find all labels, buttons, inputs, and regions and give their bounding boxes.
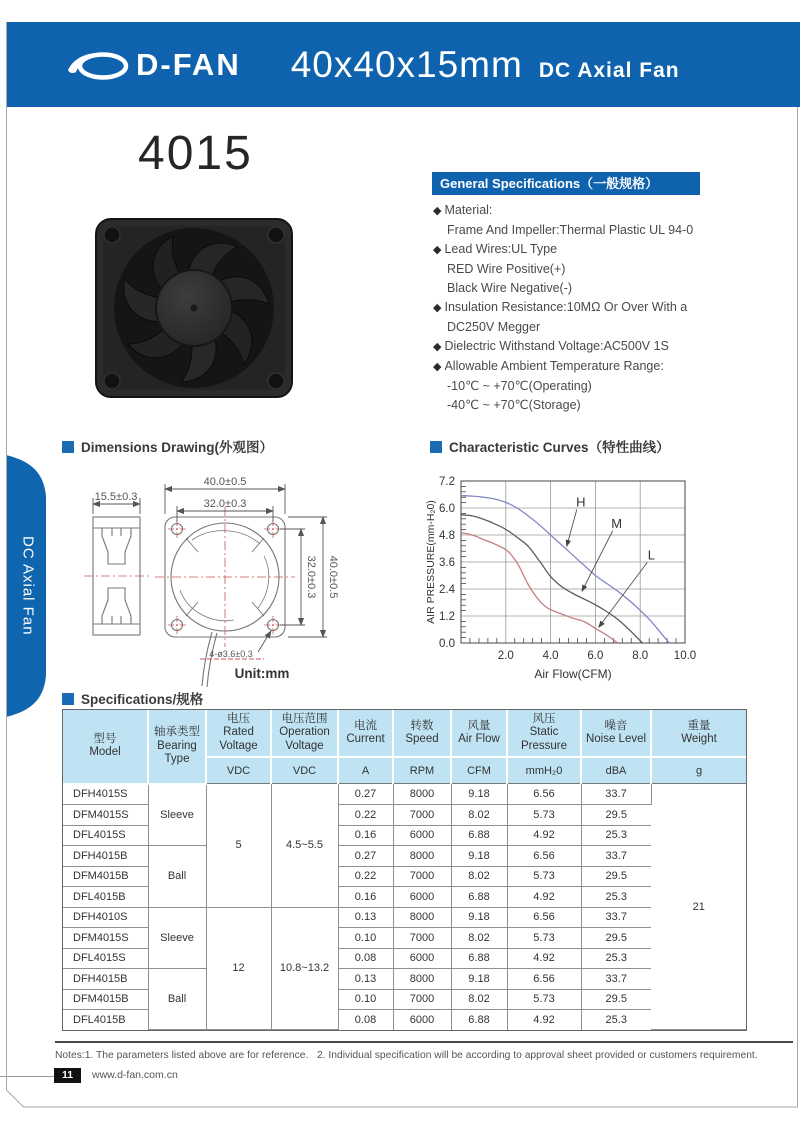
- dim-width-inner: 32.0±0.3: [203, 498, 247, 510]
- unit-header: A: [338, 757, 393, 784]
- svg-text:3.6: 3.6: [439, 557, 455, 569]
- table-cell: 25.3: [605, 1013, 627, 1026]
- table-cell: 8000: [393, 846, 451, 867]
- curve-label-L: L: [647, 547, 656, 563]
- table-cell: Sleeve: [148, 784, 206, 846]
- column-header: 电流 Current: [338, 710, 393, 757]
- unit-header: VDC: [271, 757, 338, 784]
- characteristic-curves-chart: [424, 458, 796, 696]
- section-title: Dimensions Drawing(外观图）: [81, 440, 274, 455]
- svg-text:1.2: 1.2: [439, 611, 455, 623]
- spec-line: Frame And Impeller:Thermal Plastic UL 94-0: [447, 223, 694, 237]
- spec-line: ◆ Material:: [433, 203, 493, 217]
- dfan-logo-icon: [66, 47, 130, 83]
- table-cell: 21: [651, 784, 746, 1030]
- spec-line: ◆ Insulation Resistance:10MΩ Or Over With a: [433, 300, 688, 314]
- unit-header: RPM: [393, 757, 451, 784]
- svg-text:6.0: 6.0: [439, 503, 455, 515]
- section-header-dimensions: [62, 436, 273, 456]
- dimension-labels: [95, 476, 339, 681]
- table-cell: 10.8~13.2: [271, 907, 338, 1030]
- footer-rule: [55, 1041, 793, 1043]
- table-cell: DFM4015B: [63, 866, 148, 887]
- table-cell: 0.27: [338, 846, 393, 867]
- svg-text:10.0: 10.0: [673, 650, 697, 662]
- spec-line: ◆ Lead Wires:UL Type: [433, 242, 558, 256]
- svg-text:8.0: 8.0: [632, 650, 649, 662]
- product-type-label: DC Axial Fan: [538, 58, 680, 82]
- model-number-title: 4015: [138, 127, 253, 180]
- svg-text:4.8: 4.8: [439, 530, 455, 542]
- table-cell: Sleeve: [148, 907, 206, 969]
- column-header: 转数 Speed: [393, 710, 451, 757]
- diamond-bullet-icon: ◆: [433, 341, 442, 353]
- page-title: 40x40x15mm: [290, 43, 523, 85]
- section-bullet-icon: [62, 441, 74, 453]
- table-cell: 25.3: [581, 887, 651, 908]
- table-row: [63, 784, 746, 805]
- svg-text:Air Flow(CFM): Air Flow(CFM): [534, 667, 612, 681]
- spec-line: -10℃ ~ +70℃(Operating): [447, 379, 592, 393]
- table-cell: 6000: [393, 1010, 451, 1030]
- footer-notes: Notes:1. The parameters listed above are for reference. 2. Individual specification will be according to approval sheet provided or customers requirement.: [55, 1050, 758, 1061]
- table-row: [63, 846, 746, 867]
- table-cell: 0.08: [338, 948, 393, 969]
- table-cell: 8000: [393, 907, 451, 928]
- column-header: 轴承类型 Bearing Type: [148, 710, 206, 784]
- table-cell: 25.3: [581, 948, 651, 969]
- table-cell: 8.02: [451, 805, 507, 826]
- table-cell: 5.73: [507, 989, 581, 1010]
- dim-depth: 15.5±0.3: [94, 491, 138, 503]
- unit-header: g: [651, 757, 746, 784]
- table-cell: 6000: [393, 948, 451, 969]
- unit-header: CFM: [451, 757, 507, 784]
- fan-product-photo: [93, 210, 309, 406]
- table-cell: 5.73: [507, 866, 581, 887]
- table-cell: 0.22: [338, 805, 393, 826]
- diamond-bullet-icon: ◆: [433, 244, 442, 256]
- spec-line: RED Wire Positive(+): [447, 262, 566, 276]
- table-cell: DFH4015S: [63, 784, 148, 805]
- table-cell: 12: [206, 907, 271, 1030]
- table-cell: 29.5: [581, 928, 651, 949]
- table-cell: 7000: [393, 989, 451, 1010]
- column-header: 重量 Weight: [651, 710, 746, 757]
- table-cell: 5: [206, 784, 271, 908]
- svg-text:6.0: 6.0: [587, 650, 604, 662]
- section-bullet-icon: [62, 693, 74, 705]
- table-cell: 6.56: [507, 846, 581, 867]
- curve-label-M: M: [611, 515, 623, 531]
- table-cell: 7000: [393, 866, 451, 887]
- svg-text:2.4: 2.4: [439, 584, 455, 596]
- page-number-line: [0, 1076, 54, 1077]
- table-cell: 8.02: [451, 989, 507, 1010]
- table-cell: 0.16: [338, 887, 393, 908]
- table-cell: 9.18: [451, 846, 507, 867]
- table-cell: DFH4015B: [63, 969, 148, 990]
- diamond-bullet-icon: ◆: [433, 302, 442, 314]
- table-cell: 33.7: [581, 907, 651, 928]
- column-header: 噪音 Noise Level: [581, 710, 651, 757]
- table-cell: 5.73: [507, 928, 581, 949]
- table-cell: DFM4015B: [63, 989, 148, 1010]
- table-cell: 9.18: [451, 784, 507, 805]
- spec-line: -40℃ ~ +70℃(Storage): [447, 398, 581, 412]
- table-cell: 29.5: [581, 866, 651, 887]
- curve-L: [461, 533, 618, 643]
- table-cell: 8.02: [451, 866, 507, 887]
- column-header: 风量 Air Flow: [451, 710, 507, 757]
- specifications-table-wrap: [62, 709, 747, 1031]
- table-cell: 6.56: [507, 969, 581, 990]
- table-cell: 6.88: [451, 825, 507, 846]
- table-cell: DFL4015S: [63, 825, 148, 846]
- spec-line: DC250V Megger: [447, 320, 541, 334]
- dim-width-outer: 40.0±0.5: [203, 476, 247, 488]
- dimensions-drawing: [62, 460, 407, 692]
- table-cell: 6000: [393, 825, 451, 846]
- table-cell: 6.56: [507, 907, 581, 928]
- table-cell: 8.02: [451, 928, 507, 949]
- table-cell: 8000: [393, 969, 451, 990]
- spec-line: ◆ Allowable Ambient Temperature Range:: [433, 359, 664, 373]
- sidebar-tab-label: DC Axial Fan: [19, 536, 37, 636]
- spec-line: ◆ Dielectric Withstand Voltage:AC500V 1S: [433, 339, 669, 353]
- brand-text: D-FAN: [136, 46, 241, 82]
- sidebar-tab: [6, 455, 52, 717]
- unit-header: VDC: [206, 757, 271, 784]
- section-header-curves: [430, 436, 670, 456]
- specifications-table: [63, 710, 746, 1030]
- dim-height-outer: 40.0±0.5: [327, 555, 339, 599]
- table-cell: DFL4015B: [63, 1010, 148, 1030]
- table-cell: 0.10: [338, 928, 393, 949]
- table-cell: 9.18: [451, 907, 507, 928]
- table-cell: DFH4015B: [63, 846, 148, 867]
- general-specs-header: General Specifications（一般规格）: [432, 172, 700, 195]
- table-cell: 29.5: [581, 805, 651, 826]
- svg-text:4.0: 4.0: [542, 650, 559, 662]
- curve-M: [461, 515, 642, 643]
- table-cell: DFM4015S: [63, 928, 148, 949]
- table-cell: DFL4015S: [63, 948, 148, 969]
- table-cell: DFH4010S: [63, 907, 148, 928]
- table-row: [63, 969, 746, 990]
- curve-H: [461, 496, 669, 643]
- table-cell: Ball: [148, 846, 206, 908]
- spec-line: Black Wire Negative(-): [447, 281, 573, 295]
- table-cell: 8000: [393, 784, 451, 805]
- table-cell: 33.7: [581, 969, 651, 990]
- header-banner: [6, 22, 800, 107]
- dim-height-inner: 32.0±0.3: [305, 555, 317, 599]
- section-title: Characteristic Curves（特性曲线）: [449, 440, 670, 455]
- diamond-bullet-icon: ◆: [433, 205, 442, 217]
- section-title: Specifications/规格: [81, 692, 204, 707]
- svg-text:2.0: 2.0: [497, 650, 514, 662]
- table-cell: 6000: [393, 887, 451, 908]
- table-cell: 7000: [393, 805, 451, 826]
- section-bullet-icon: [430, 441, 442, 453]
- table-cell: 5.73: [507, 805, 581, 826]
- table-cell: 4.5~5.5: [271, 784, 338, 908]
- table-cell: 29.5: [581, 989, 651, 1010]
- curve-label-H: H: [576, 494, 586, 510]
- column-header: 型号 Model: [63, 710, 148, 784]
- svg-text:7.2: 7.2: [439, 476, 455, 488]
- table-cell: 6.88: [451, 887, 507, 908]
- dimension-lines: [93, 484, 327, 659]
- unit-header: mmH₂0: [507, 757, 581, 784]
- unit-header: dBA: [581, 757, 651, 784]
- general-specs-list: [433, 201, 763, 415]
- table-cell: 33.7: [581, 846, 651, 867]
- table-cell: 0.10: [338, 989, 393, 1010]
- table-cell: 6.56: [507, 784, 581, 805]
- table-cell: 33.7: [581, 784, 651, 805]
- table-row: [63, 907, 746, 928]
- column-header: 风压 Static Pressure: [507, 710, 581, 757]
- svg-text:0.0: 0.0: [439, 638, 455, 650]
- table-cell: 0.13: [338, 907, 393, 928]
- column-header: 电压范围 Operation Voltage: [271, 710, 338, 757]
- table-cell: 4.92: [507, 887, 581, 908]
- table-cell: 7000: [393, 928, 451, 949]
- dim-holes: 4-ø3.6±0.3: [209, 649, 253, 659]
- table-cell: DFL4015B: [63, 887, 148, 908]
- table-cell: 0.16: [338, 825, 393, 846]
- table-cell: 0.27: [338, 784, 393, 805]
- table-cell: 4.92: [507, 948, 581, 969]
- table-cell: 0.22: [338, 866, 393, 887]
- diamond-bullet-icon: ◆: [433, 361, 442, 373]
- table-cell: 4.92: [507, 1010, 581, 1030]
- table-cell: DFM4015S: [63, 805, 148, 826]
- column-header: 电压 Rated Voltage: [206, 710, 271, 757]
- table-cell: 6.88: [451, 948, 507, 969]
- table-cell: 0.08: [338, 1010, 393, 1030]
- svg-text:AIR PRESSURE(mm-H₂0): AIR PRESSURE(mm-H₂0): [425, 500, 437, 624]
- table-cell: 0.13: [338, 969, 393, 990]
- unit-label: Unit:mm: [234, 666, 290, 681]
- table-cell: 25.3: [581, 825, 651, 846]
- table-cell: 6.88: [451, 1010, 507, 1030]
- side-view: [93, 517, 140, 635]
- table-cell: Ball: [148, 969, 206, 1030]
- page-number-badge: 11: [54, 1068, 81, 1083]
- table-cell: 9.18: [451, 969, 507, 990]
- table-cell: 4.92: [507, 825, 581, 846]
- website-text: www.d-fan.com.cn: [92, 1069, 178, 1081]
